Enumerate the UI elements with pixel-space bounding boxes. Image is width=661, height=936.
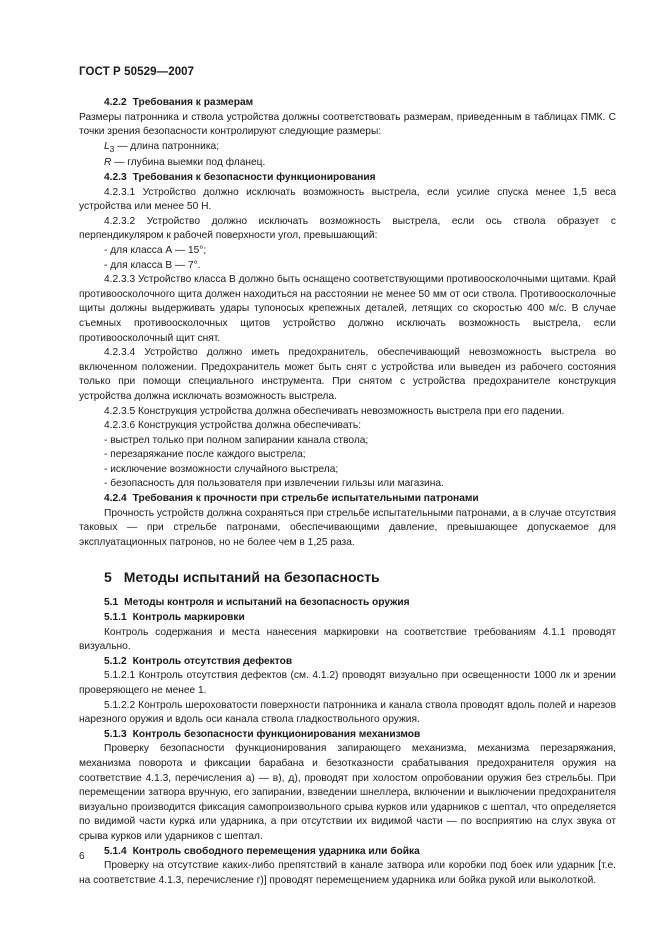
list-item: - выстрел только при полном запирании канала ствола; [104,434,369,446]
paragraph: 4.2.3.5 Конструкция устройства должна обеспечивать невозможность выстрела при его падении. [104,405,565,417]
chapter-heading-5: 5 Методы испытаний на безопасность [104,569,380,586]
section-heading-5-1-2: 5.1.2 Контроль отсутствия дефектов [104,655,293,667]
paragraph: 5.1.2.1 Контроль отсутствия дефектов (см. 4.1.2) проводят визуально при освещенности 1000 лк и зрении проверяющего не менее 1. [79,670,616,696]
paragraph: Прочность устройств должна сохраняться при стрельбе испытательными патронами, а в случае отсутствия таковых — при стрельбе патронами, обеспечивающими давление, превышающее допускаемое для эксплуатационных патронов, но не более чем в 1,25 раза. [79,507,616,548]
section-heading-5-1: 5.1 Методы контроля и испытаний на безопасность оружия [104,597,410,609]
section-heading-5-1-4: 5.1.4 Контроль свободного перемещения ударника или бойка [104,845,420,857]
list-item: - для класса В — 7°. [104,259,201,271]
page-content [79,96,616,888]
definition-r: R — глубина выемки под фланец. [104,157,266,169]
section-heading-5-1-1: 5.1.1 Контроль маркировки [104,612,245,624]
paragraph: Контроль содержания и места нанесения маркировки на соответствие требованиям 4.1.1 проводят визуально. [79,626,616,653]
list-item: - перезаряжание после каждого выстрела; [104,449,306,461]
paragraph: Проверку на отсутствие каких-либо препятствий в канале затвора или коробки под боек или ударник [т.е. на соответствие 4.1.3, перечисление г)] проводят перемещением ударника или бойка рукой или выколоткой. [79,860,616,886]
paragraph: 4.2.3.3 Устройство класса В должно быть оснащено соответствующими противоосколочными щитами. Край противоосколочного щита должен находиться на расстоянии не менее 50 мм от оси ствола. Противоосколочные щиты должны выдерживать удары тупоносых крепежных деталей, летящих со скоростью 400 м/с. В случае съемных противоосколочных щитов устройство должно исключать возможность выстрела, если противоосколочный щит снят. [79,274,616,344]
paragraph: 4.2.3.1 Устройство должно исключать возможность выстрела, если усилие спуска менее 1,5 веса устройства или менее 50 Н. [79,186,616,213]
paragraph: Проверку безопасности функционирования запирающего механизма, механизма перезаряжания, механизма поворота и фиксации барабана и безотказности срабатывания предохранителя оружия на соответствие 4.1.3, перечисления а) — в), д), проводят при холостом опробовании оружия без стрельбы. При перемещении затвора вручную, его запирании, взведении шнеллера, включении и выключении предохранителя визуально производится фиксация самопроизвольного срыва курков или ударников с шептал, что определяется по видимой части курка или ударника, а при отсутствии их видимой части — по восприятию на слух звука от срыва курков или ударников с шептал. [79,743,616,842]
list-item: - для класса А — 15°; [104,244,207,256]
section-heading-4-2-3: 4.2.3 Требования к безопасности функционирования [104,172,376,183]
section-heading-4-2-4: 4.2.4 Требования к прочности при стрельбе испытательными патронами [104,493,479,505]
paragraph: 4.2.3.4 Устройство должно иметь предохранитель, обеспечивающий невозможность выстрела во включенном положении. Предохранитель может быть снят с устройства или выведен из рабочего состояния только при помощи специального инструмента. При снятом с устройства предохранителе конструкция устройства должна исключать возможность выстрела. [79,347,616,402]
page-number: 6 [79,851,85,862]
document-header: ГОСТ Р 50529—2007 [79,66,195,78]
definition-l3: $L_3$ — длина патронника; [104,140,220,154]
paragraph: Размеры патронника и ствола устройства должны соответствовать размерам, приведенным в таблицах ПМК. С точки зрения безопасности контролируют следующие размеры: [79,111,616,138]
list-item: - исключение возможности случайного выстрела; [104,463,339,475]
list-item: - безопасность для пользователя при извлечении гильзы или магазина. [104,478,444,490]
section-heading-5-1-3: 5.1.3 Контроль безопасности функционирования механизмов [104,728,421,740]
paragraph: 5.1.2.2 Контроль шероховатости поверхности патронника и канала ствола проводят вдоль полей и нарезов нарезного оружия и вдоль оси канала ствола гладкоствольного оружия. [79,699,616,726]
section-heading-4-2-2: 4.2.2 Требования к размерам [104,97,254,108]
paragraph: 4.2.3.6 Конструкция устройства должна обеспечивать: [104,420,362,432]
paragraph: 4.2.3.2 Устройство должно исключать возможность выстрела, если ось ствола образует с перпендикуляром к рабочей поверхности угол, превышающий: [79,215,616,242]
